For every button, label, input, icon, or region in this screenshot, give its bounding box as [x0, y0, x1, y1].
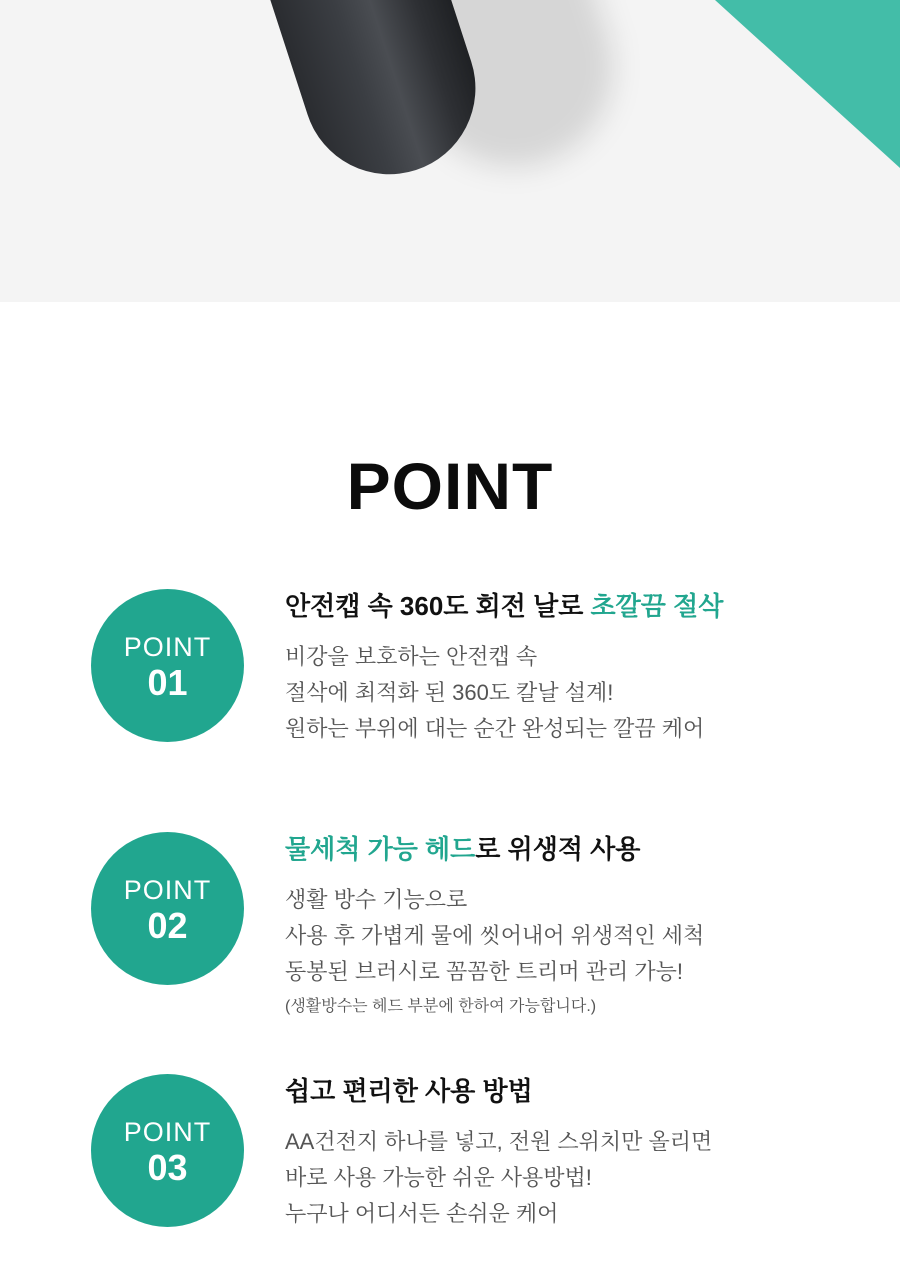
hero-banner — [0, 0, 900, 302]
point-heading — [285, 1074, 805, 1108]
point-heading — [285, 589, 805, 623]
point-description — [285, 639, 805, 747]
description-line: 누구나 어디서든 손쉬운 케어 — [285, 1201, 559, 1226]
point-content — [285, 1074, 805, 1232]
point-description — [285, 1124, 805, 1232]
description-line: 사용 후 가볍게 물에 씻어내어 위생적인 세척 — [285, 923, 705, 948]
description-line: AA건전지 하나를 넣고, 전원 스위치만 올리면 — [285, 1129, 713, 1154]
heading-text: 안전캡 속 360도 회전 날로 — [285, 591, 591, 621]
point-badge-number: 01 — [147, 662, 188, 703]
point-content — [285, 589, 805, 747]
heading-text: 쉽고 편리한 사용 방법 — [285, 1076, 533, 1106]
point-content — [285, 832, 805, 1024]
description-line: 바로 사용 가능한 쉬운 사용방법! — [285, 1165, 592, 1190]
point-badge-number: 03 — [147, 1147, 188, 1188]
point-description — [285, 882, 805, 1024]
heading-highlight: 물세척 가능 헤드 — [285, 834, 476, 864]
description-line: 생활 방수 기능으로 — [285, 887, 468, 912]
point-heading — [285, 832, 805, 866]
description-line: 비강을 보호하는 안전캡 속 — [285, 644, 538, 669]
trimmer-product-image — [215, 0, 498, 197]
description-note: (생활방수는 헤드 부분에 한하여 가능합니다.) — [285, 998, 597, 1015]
description-line: 원하는 부위에 대는 순간 완성되는 깔끔 케어 — [285, 716, 705, 741]
point-badge-number: 02 — [147, 905, 188, 946]
heading-highlight: 초깔끔 절삭 — [590, 591, 724, 621]
description-line: 동봉된 브러시로 꼼꼼한 트리머 관리 가능! — [285, 959, 683, 984]
point-badge-label: POINT — [123, 875, 212, 905]
description-line: 절삭에 최적화 된 360도 칼날 설계! — [285, 680, 614, 705]
point-badge-label: POINT — [123, 1117, 212, 1147]
point-badge-label: POINT — [123, 632, 212, 662]
accent-corner-triangle — [715, 0, 900, 168]
point-badge — [91, 1074, 244, 1227]
heading-text-after: 로 위생적 사용 — [475, 834, 641, 864]
point-badge — [91, 832, 244, 985]
section-title: POINT — [346, 449, 554, 523]
point-badge — [91, 589, 244, 742]
